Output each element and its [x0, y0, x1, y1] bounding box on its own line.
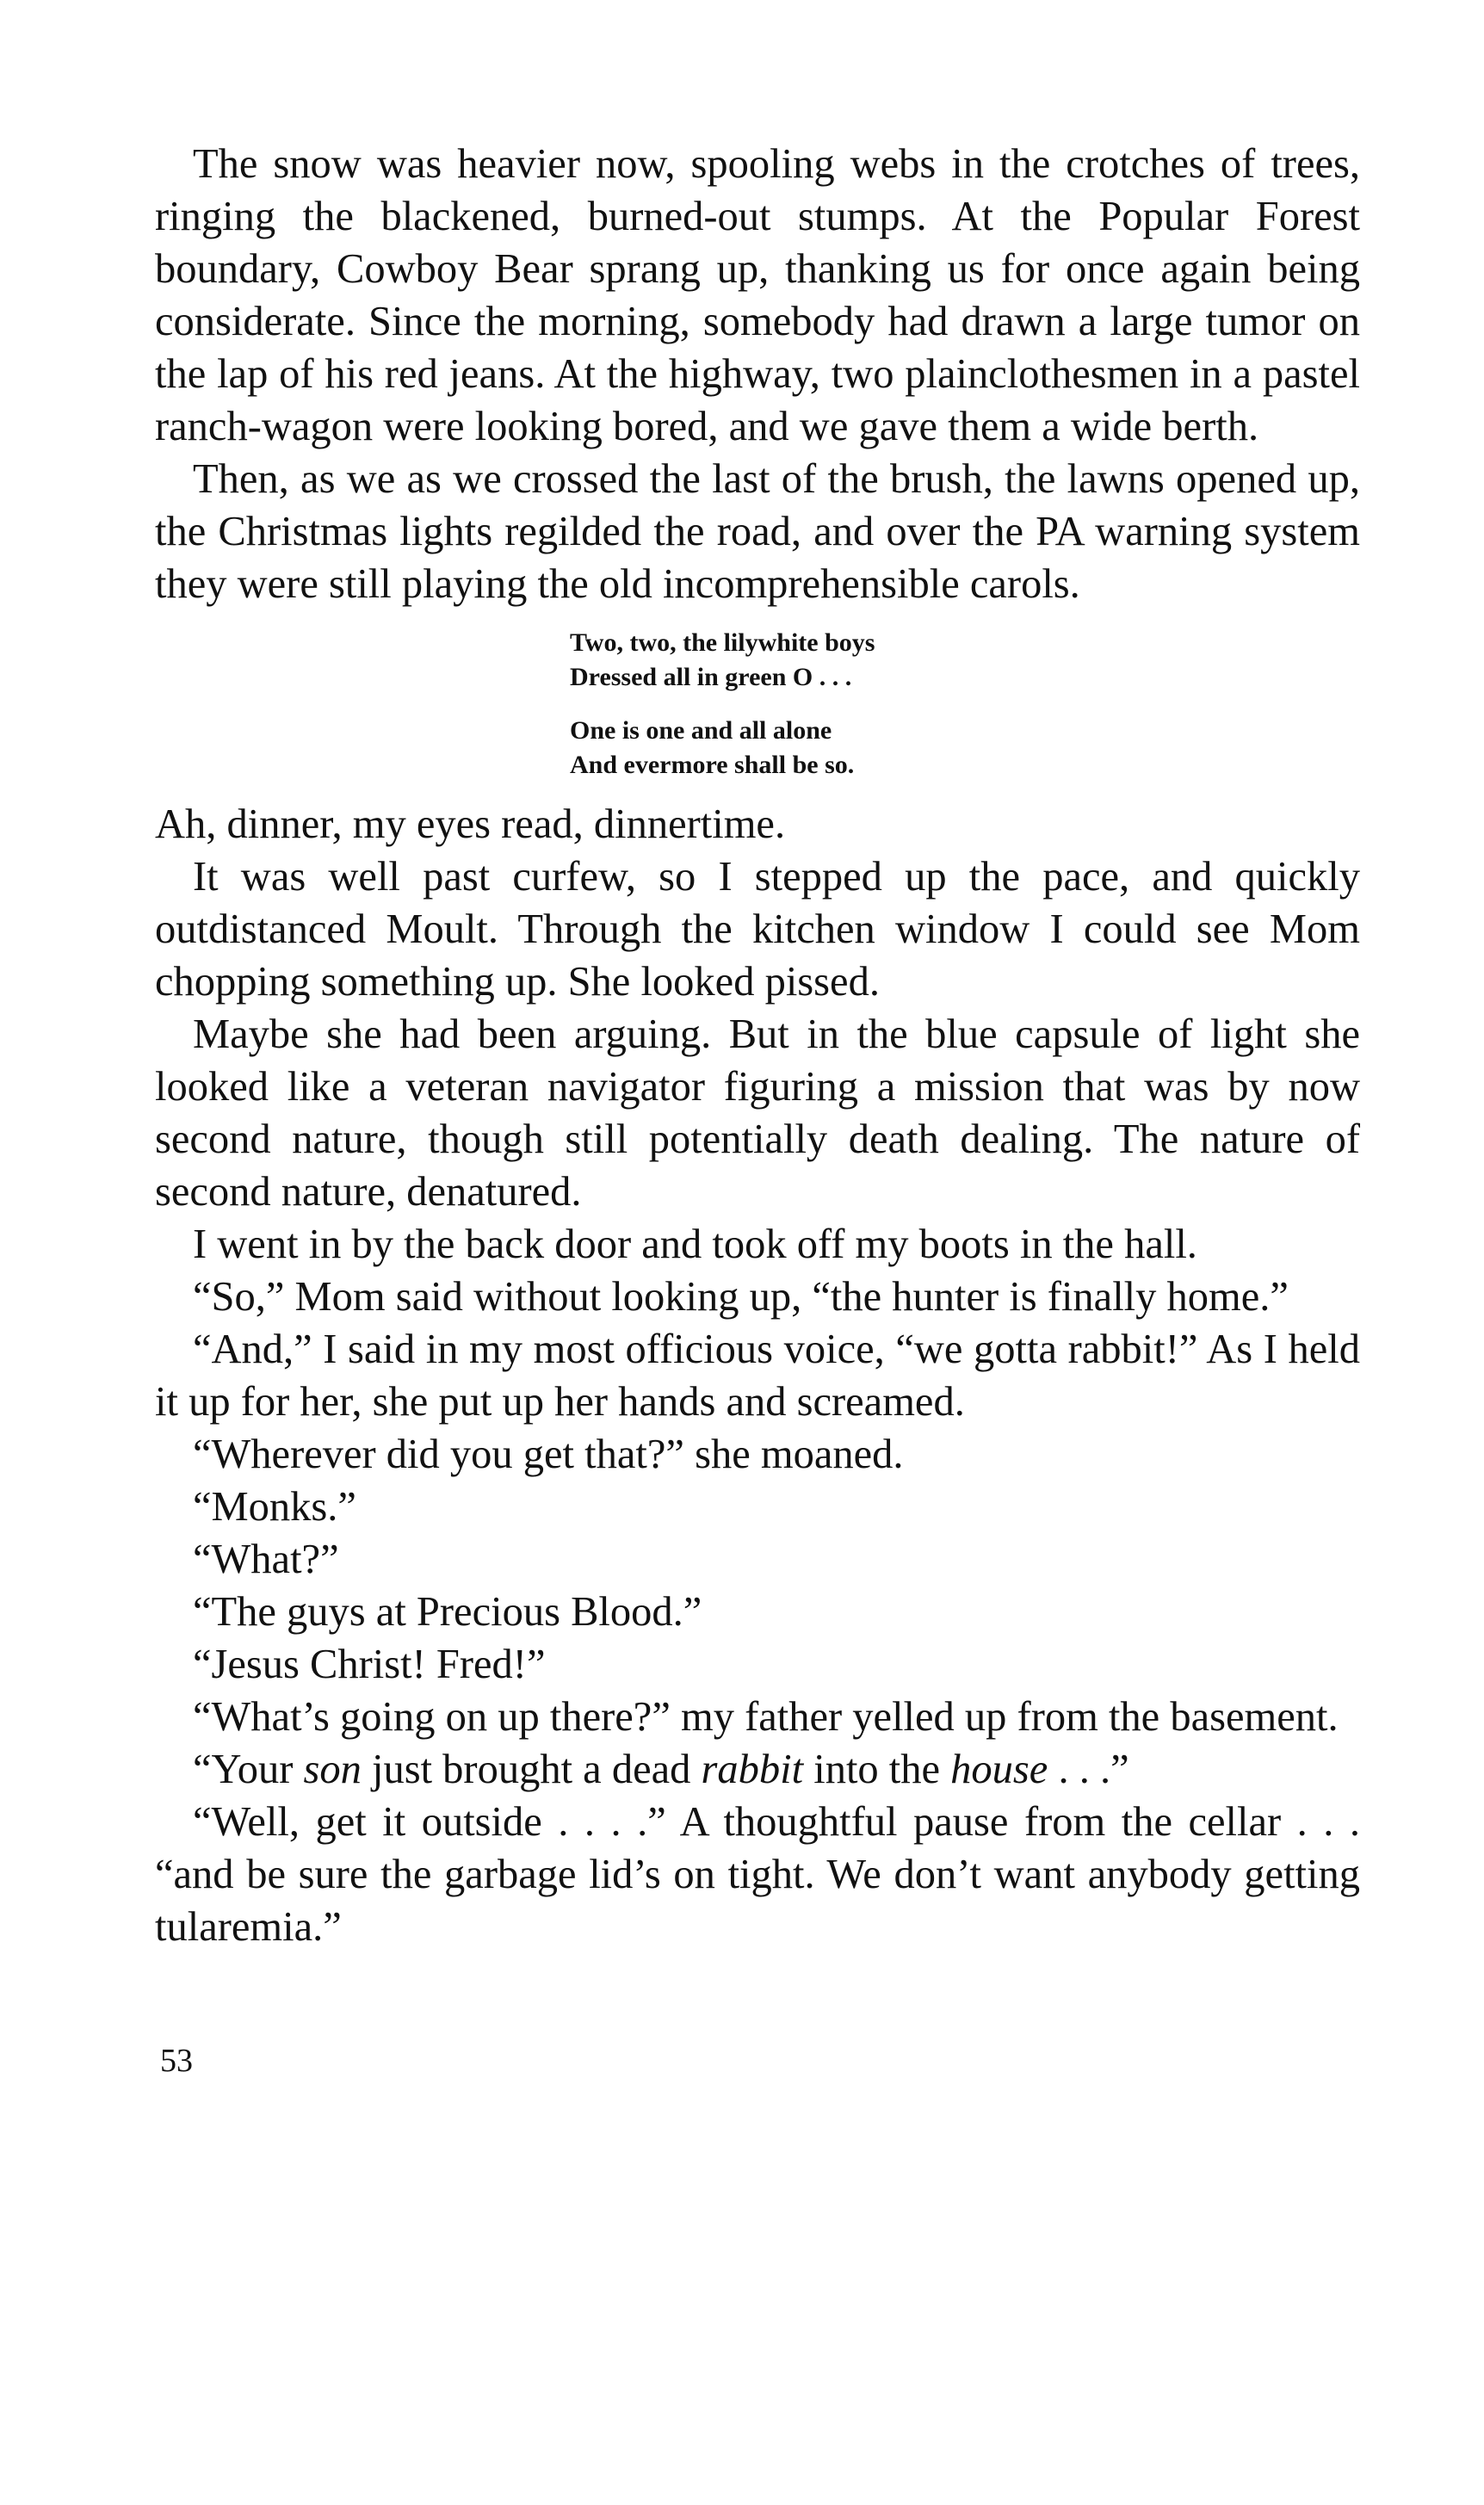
- carol-verse: [570, 626, 1360, 782]
- paragraph-navigator: Maybe she had been arguing. But in the blue capsule of light she looked like a veteran navigator figuring a mission that was by now second nature, though still potentially death dealing. The nature of second nature, denatured.: [155, 1011, 1360, 1215]
- paragraph-curfew: It was well past curfew, so I stepped up the pace, and quickly outdistanced Moult. Through the kitchen window I could see Mom chopping something up. She looked pissed.: [155, 854, 1360, 1005]
- text-run: just brought a dead: [361, 1747, 702, 1792]
- dialogue-line: “And,” I said in my most officious voice, “we gotta rabbit!” As I held it up for her, she put up her hands and screamed.: [155, 1327, 1360, 1425]
- dialogue-line: “Monks.”: [193, 1484, 356, 1530]
- dialogue-line: “The guys at Precious Blood.”: [193, 1589, 702, 1635]
- verse-line: Dressed all in green O . . .: [570, 663, 852, 691]
- emphasis: son: [303, 1747, 362, 1792]
- paragraph-lawns: Then, as we as we crossed the last of the brush, the lawns opened up, the Christmas lights regilded the road, and over the PA warning system they were still playing the old incomprehensible carols.: [155, 456, 1360, 607]
- page-number: 53: [160, 2043, 193, 2079]
- verse-line: And evermore shall be so.: [570, 751, 855, 779]
- book-page: [155, 138, 1360, 1953]
- dialogue-line: “So,” Mom said without looking up, “the hunter is finally home.”: [193, 1274, 1289, 1320]
- paragraph-garbage-lid: “Well, get it outside . . . .” A thoughtful pause from the cellar . . . “and be sure the garbage lid’s on tight. We don’t want anybody getting tularemia.”: [155, 1799, 1360, 1950]
- dialogue-line-italic: [155, 1743, 1360, 1796]
- dialogue-line: “Jesus Christ! Fred!”: [193, 1642, 546, 1687]
- text-run: . . .”: [1048, 1747, 1129, 1792]
- verse-line: Two, two, the lilywhite boys: [570, 628, 875, 657]
- paragraph-dinner: Ah, dinner, my eyes read, dinnertime.: [155, 801, 786, 847]
- dialogue-line: “Wherever did you get that?” she moaned.: [193, 1432, 904, 1477]
- verse-line: One is one and all alone: [570, 716, 832, 745]
- verse-stanza-1: [570, 626, 1360, 695]
- paragraph-snow: The snow was heavier now, spooling webs in the crotches of trees, ringing the blackened, burned-out stumps. At the Popular Forest boundary, Cowboy Bear sprang up, thanking us for once again being considerate. Since the morning, somebody had drawn a large tumor on the lap of his red jeans. At the highway, two plainclothesmen in a pastel ranch-wagon were looking bored, and we gave them a wide berth.: [155, 141, 1360, 449]
- paragraph-back-door: I went in by the back door and took off my boots in the hall.: [193, 1222, 1197, 1267]
- text-run: “Your: [193, 1747, 304, 1792]
- dialogue-line: “What’s going on up there?” my father yelled up from the basement.: [193, 1694, 1339, 1740]
- text-run: into the: [803, 1747, 951, 1792]
- verse-stanza-2: [570, 714, 1360, 782]
- dialogue-line: “What?”: [193, 1537, 339, 1582]
- emphasis: rabbit: [701, 1747, 804, 1792]
- emphasis: house: [950, 1747, 1048, 1792]
